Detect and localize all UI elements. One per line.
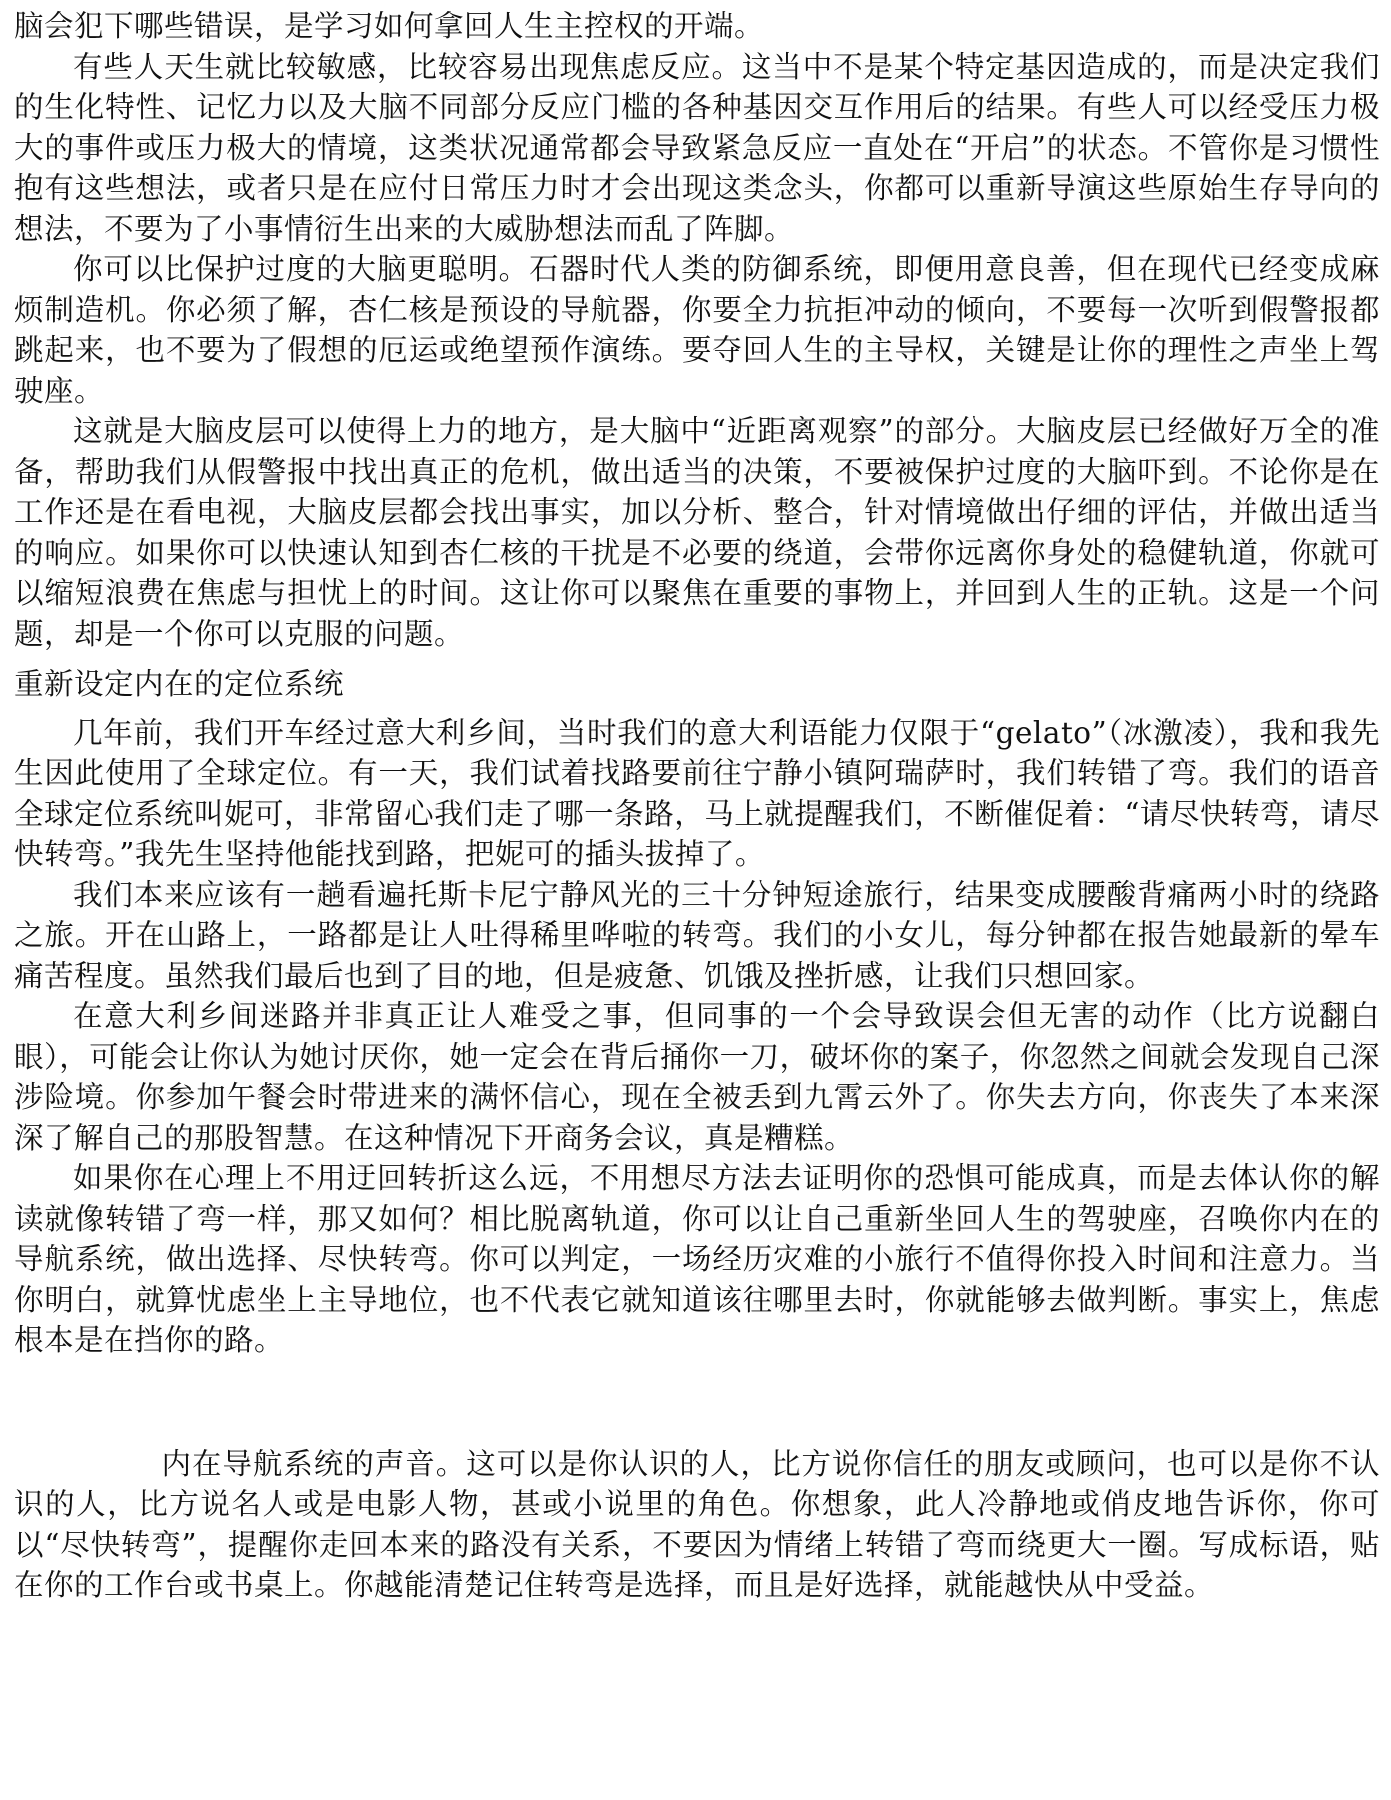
paragraph-7: 在意大利乡间迷路并非真正让人难受之事，但同事的一个会导致误会但无害的动作（比方说翻白眼），可能会让你认为她讨厌你，她一定会在背后捅你一刀，破坏你的案子，你忽然之间就会发现自己深涉险境。你参加午餐会时带进来的满怀信心，现在全被丢到九霄云外了。你失去方向，你丧失了本来深深了解自己的那股智慧。在这种情况下开商务会议，真是糟糕。: [14, 999, 1380, 1155]
paragraph-8: 如果你在心理上不用迂回转折这么远，不用想尽方法去证明你的恐惧可能成真，而是去体认你的解读就像转错了弯一样，那又如何？相比脱离轨道，你可以让自己重新坐回人生的驾驶座，召唤你内在的导航系统，做出选择、尽快转弯。你可以判定，一场经历灾难的小旅行不值得你投入时间和注意力。当你明白，就算忧虑坐上主导地位，也不代表它就知道该往哪里去时，你就能够去做判断。事实上，焦虑根本是在挡你的路。: [14, 1161, 1380, 1357]
section-heading: 重新设定内在的定位系统: [14, 667, 345, 701]
paragraph-5: 几年前，我们开车经过意大利乡间，当时我们的意大利语能力仅限于“gelato”（冰激凌），我和我先生因此使用了全球定位。有一天，我们试着找路要前往宁静小镇阿瑞萨时，我们转错了弯。我们的语音全球定位系统叫妮可，非常留心我们走了哪一条路，马上就提醒我们，不断催促着：“请尽快转弯，请尽快转弯。”我先生坚持他能找到路，把妮可的插头拔掉了。: [14, 715, 1380, 871]
document-page: [14, 6, 1380, 1606]
blank-gap: [14, 1361, 1380, 1444]
closing-paragraph: 内在导航系统的声音。这可以是你认识的人，比方说你信任的朋友或顾问，也可以是你不认识的人，比方说名人或是电影人物，甚或小说里的角色。你想象，此人冷静地或俏皮地告诉你，你可以“尽快转弯”，提醒你走回本来的路没有关系，不要因为情绪上转错了弯而绕更大一圈。写成标语，贴在你的工作台或书桌上。你越能清楚记住转弯是选择，而且是好选择，就能越快从中受益。: [14, 1446, 1380, 1602]
paragraph-2: 有些人天生就比较敏感，比较容易出现焦虑反应。这当中不是某个特定基因造成的，而是决定我们的生化特性、记忆力以及大脑不同部分反应门槛的各种基因交互作用后的结果。有些人可以经受压力极大的事件或压力极大的情境，这类状况通常都会导致紧急反应一直处在“开启”的状态。不管你是习惯性抱有这些想法，或者只是在应付日常压力时才会出现这类念头，你都可以重新导演这些原始生存导向的想法，不要为了小事情衍生出来的大威胁想法而乱了阵脚。: [14, 49, 1380, 246]
paragraph-1: 脑会犯下哪些错误，是学习如何拿回人生主控权的开端。: [14, 9, 765, 43]
paragraph-3: 你可以比保护过度的大脑更聪明。石器时代人类的防御系统，即便用意良善，但在现代已经变成麻烦制造机。你必须了解，杏仁核是预设的导航器，你要全力抗拒冲动的倾向，不要每一次听到假警报都跳起来，也不要为了假想的厄运或绝望预作演练。要夺回人生的主导权，关键是让你的理性之声坐上驾驶座。: [14, 252, 1380, 408]
paragraph-6: 我们本来应该有一趟看遍托斯卡尼宁静风光的三十分钟短途旅行，结果变成腰酸背痛两小时的绕路之旅。开在山路上，一路都是让人吐得稀里哗啦的转弯。我们的小女儿，每分钟都在报告她最新的晕车痛苦程度。虽然我们最后也到了目的地，但是疲惫、饥饿及挫折感，让我们只想回家。: [14, 877, 1380, 993]
paragraph-4: 这就是大脑皮层可以使得上力的地方，是大脑中“近距离观察”的部分。大脑皮层已经做好万全的准备，帮助我们从假警报中找出真正的危机，做出适当的决策，不要被保护过度的大脑吓到。不论你是在工作还是在看电视，大脑皮层都会找出事实，加以分析、整合，针对情境做出仔细的评估，并做出适当的响应。如果你可以快速认知到杏仁核的干扰是不必要的绕道，会带你远离你身处的稳健轨道，你就可以缩短浪费在焦虑与担忧上的时间。这让你可以聚焦在重要的事物上，并回到人生的正轨。这是一个问题，却是一个你可以克服的问题。: [14, 414, 1380, 651]
